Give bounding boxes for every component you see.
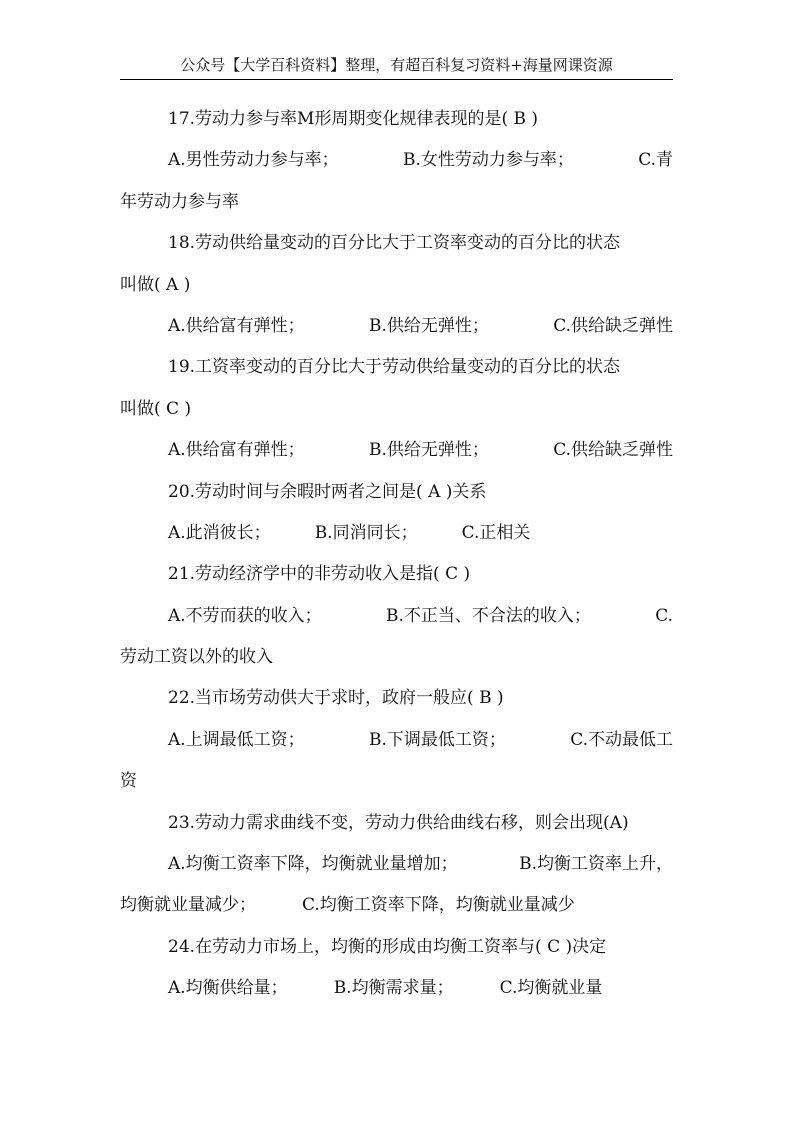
page-header: 公众号【大学百科资料】整理，有超百科复习资料+海量网课资源	[180, 56, 613, 74]
question-19-options	[120, 430, 673, 471]
question-23-options	[120, 844, 673, 885]
question-23-option-c: C.均衡工资率下降，均衡就业量减少	[302, 895, 575, 916]
question-22-stem: 22.当市场劳动供大于求时，政府一般应( B )	[168, 688, 504, 709]
question-18-option-a: A.供给富有弹性；	[168, 315, 305, 336]
question-21-options	[120, 596, 673, 637]
question-22-option-a: A.上调最低工资；	[168, 729, 305, 750]
question-20-option-a: A.此消彼长；	[168, 522, 271, 543]
question-22-option-c-continued: 资	[120, 771, 137, 792]
question-19-stem: 19.工资率变动的百分比大于劳动供给量变动的百分比的状态	[168, 357, 621, 378]
question-18-option-c: C.供给缺乏弹性	[553, 315, 673, 336]
question-18-stem-continued: 叫做( A )	[120, 274, 191, 295]
question-24-options	[120, 968, 673, 1009]
question-23-options-continued	[120, 885, 673, 926]
question-23-option-a: A.均衡工资率下降，均衡就业量增加；	[168, 854, 458, 875]
question-21-option-b: B.不正当、不合法的收入；	[385, 605, 591, 626]
question-23-stem: 23.劳动力需求曲线不变，劳动力供给曲线右移，则会出现(A)	[168, 812, 629, 833]
question-21-option-c-continued: 劳动工资以外的收入	[120, 647, 273, 668]
question-24-option-b: B.均衡需求量；	[333, 978, 454, 999]
question-24-option-c: C.均衡就业量	[499, 978, 603, 999]
question-22-option-b: B.下调最低工资；	[368, 729, 506, 750]
question-17-stem: 17.劳动力参与率M形周期变化规律表现的是( B )	[168, 109, 539, 129]
question-24-stem: 24.在劳动力市场上，均衡的形成由均衡工资率与( C )决定	[168, 936, 607, 957]
question-20-option-c: C.正相关	[461, 522, 531, 543]
question-19-option-a: A.供给富有弹性；	[168, 440, 305, 461]
question-19-option-c: C.供给缺乏弹性	[553, 440, 673, 461]
question-22-option-c: C.不动最低工	[570, 729, 673, 750]
document-body	[120, 99, 673, 1010]
question-17-options	[120, 140, 673, 181]
question-18-stem: 18.劳动供给量变动的百分比大于工资率变动的百分比的状态	[168, 233, 621, 254]
question-19-stem-continued: 叫做( C )	[120, 398, 192, 419]
question-19-option-b: B.供给无弹性；	[368, 440, 489, 461]
question-20-stem: 20.劳动时间与余暇时两者之间是( A )关系	[168, 481, 487, 502]
question-21-option-c: C.	[655, 605, 673, 626]
question-22-options	[120, 720, 673, 761]
question-24-option-a: A.均衡供给量；	[168, 978, 288, 999]
question-17-option-c: C.青	[638, 150, 673, 171]
question-18-options	[120, 306, 673, 347]
question-17-option-b: B.女性劳动力参与率；	[402, 150, 574, 171]
question-20-option-b: B.同消同长；	[314, 522, 418, 543]
question-23-option-b: B.均衡工资率上升，	[519, 854, 673, 875]
question-21-option-a: A.不劳而获的收入；	[168, 605, 322, 626]
header-divider	[120, 79, 673, 80]
question-21-stem: 21.劳动经济学中的非劳动收入是指( C )	[168, 564, 471, 585]
question-20-options	[120, 513, 673, 554]
question-18-option-b: B.供给无弹性；	[368, 315, 489, 336]
question-23-option-b-continued: 均衡就业量减少；	[120, 895, 256, 916]
question-17-option-c-continued: 年劳动力参与率	[120, 191, 239, 212]
question-17-option-a: A.男性劳动力参与率；	[168, 150, 339, 171]
